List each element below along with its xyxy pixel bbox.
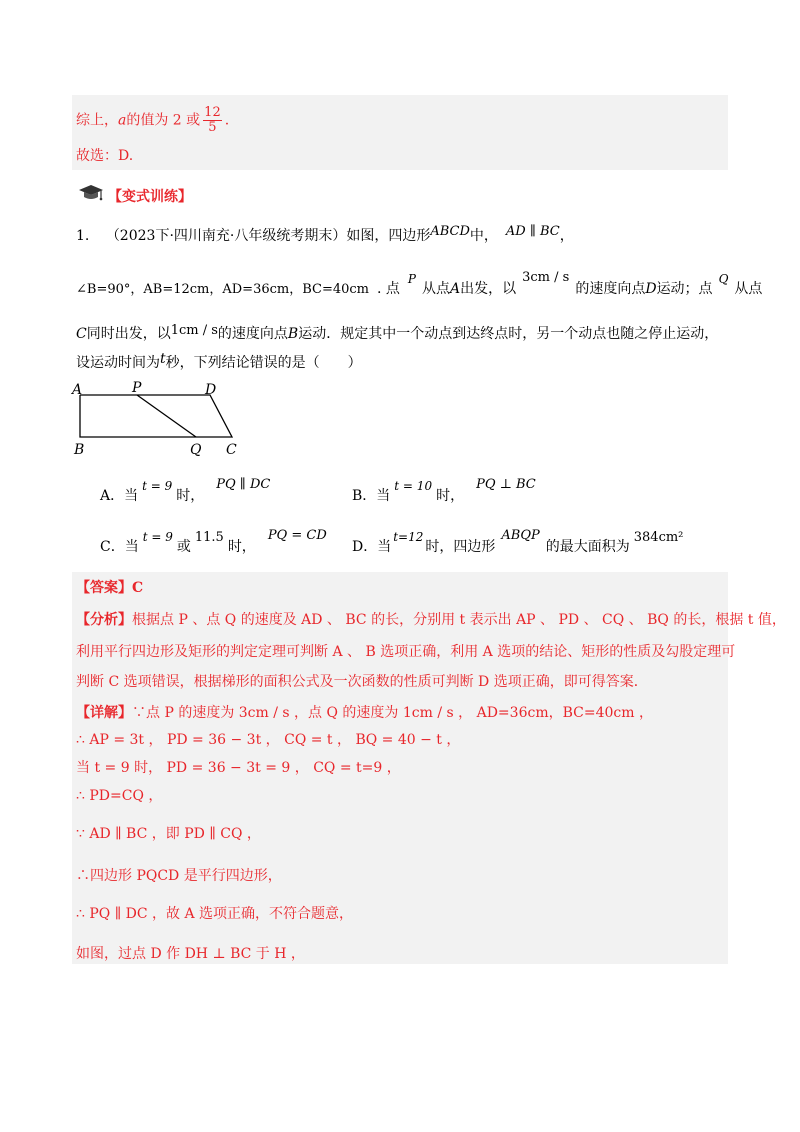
- label-B: B: [74, 442, 85, 458]
- label-C: C: [226, 442, 237, 458]
- label-P: P: [132, 380, 142, 396]
- analysis-line-1: 【分析】根据点 P 、点 Q 的速度及 AD 、 BC 的长，分别用 t 表示出 AP 、 PD 、 CQ 、 BQ 的长，根据 t 值，: [76, 612, 786, 628]
- option-d: D．当t=12时，四边形ABQP的最大面积为384cm²: [352, 528, 684, 555]
- detail-line-5: ∵ AD ∥ BC ，即 PD ∥ CQ ，: [76, 826, 261, 842]
- fraction-12-5: $\frac{12}{5}$: [204, 105, 221, 135]
- detail-line-1: 【详解】∵点 P 的速度为 3cm / s ，点 Q 的速度为 1cm / s ， AD=36cm，BC=40cm ，: [76, 705, 653, 721]
- label-D: D: [205, 382, 217, 398]
- analysis-line-3: 判断 C 选项错误，根据梯形的面积公式及一次函数的性质可判断 D 选项正确，即可得答案．: [76, 674, 648, 690]
- detail-line-2: ∴ AP = 3t ， PD = 36 − 3t ， CQ = t ， BQ = 40 − t ，: [76, 732, 461, 748]
- option-b: B．当t = 10时，PQ ⊥ BC: [352, 477, 536, 504]
- trapezoid-outline: [80, 395, 232, 437]
- option-c: C．当t = 9或11.5时，PQ = CD: [100, 528, 327, 555]
- label-A: A: [72, 382, 83, 398]
- answer-label: 【答案】C: [76, 580, 144, 596]
- previous-choice: 故选：D.: [76, 148, 134, 164]
- section-title: 【变式训练】: [108, 189, 192, 205]
- detail-line-7: ∴ PQ ∥ DC ，故 A 选项正确，不符合题意，: [76, 906, 354, 922]
- detail-line-3: 当 t = 9 时， PD = 36 − 3t = 9 ， CQ = t=9 ，: [76, 760, 401, 776]
- problem-line-2: ∠B=90°，AB=12cm，AD=36cm，BC=40cm . 点P从点A出发，以3cm / s的速度向点D运动；点Q从点: [76, 270, 763, 297]
- segment-pq: [137, 395, 196, 437]
- geometry-figure: [70, 380, 250, 460]
- label-Q: Q: [190, 442, 202, 458]
- detail-line-6: ∴四边形 PQCD 是平行四边形，: [76, 868, 282, 884]
- summary-line: 综上，a的值为 2 或 $\frac{12}{5}$ .: [76, 105, 230, 135]
- detail-line-8: 如图，过点 D 作 DH ⊥ BC 于 H ，: [76, 946, 305, 962]
- graduation-cap-icon: [78, 184, 104, 202]
- problem-line-4: 设运动时间为t秒，下列结论错误的是（ ）: [76, 351, 362, 371]
- problem-line-3: C同时出发，以1cm / s的速度向点B运动．规定其中一个动点到达终点时，另一个动点也随之停止运动，: [76, 323, 719, 342]
- option-a: A．当t = 9时，PQ ∥ DC: [100, 477, 271, 504]
- analysis-line-2: 利用平行四边形及矩形的判定定理可判断 A 、 B 选项正确，利用 A 选项的结论、矩形的性质及勾股定理可: [76, 644, 736, 660]
- problem-line-1: 1. （2023下·四川南充·八年级统考期末）如图，四边形ABCD中， AD ∥ BC，: [76, 224, 574, 244]
- detail-line-4: ∴ PD=CQ ，: [76, 788, 163, 804]
